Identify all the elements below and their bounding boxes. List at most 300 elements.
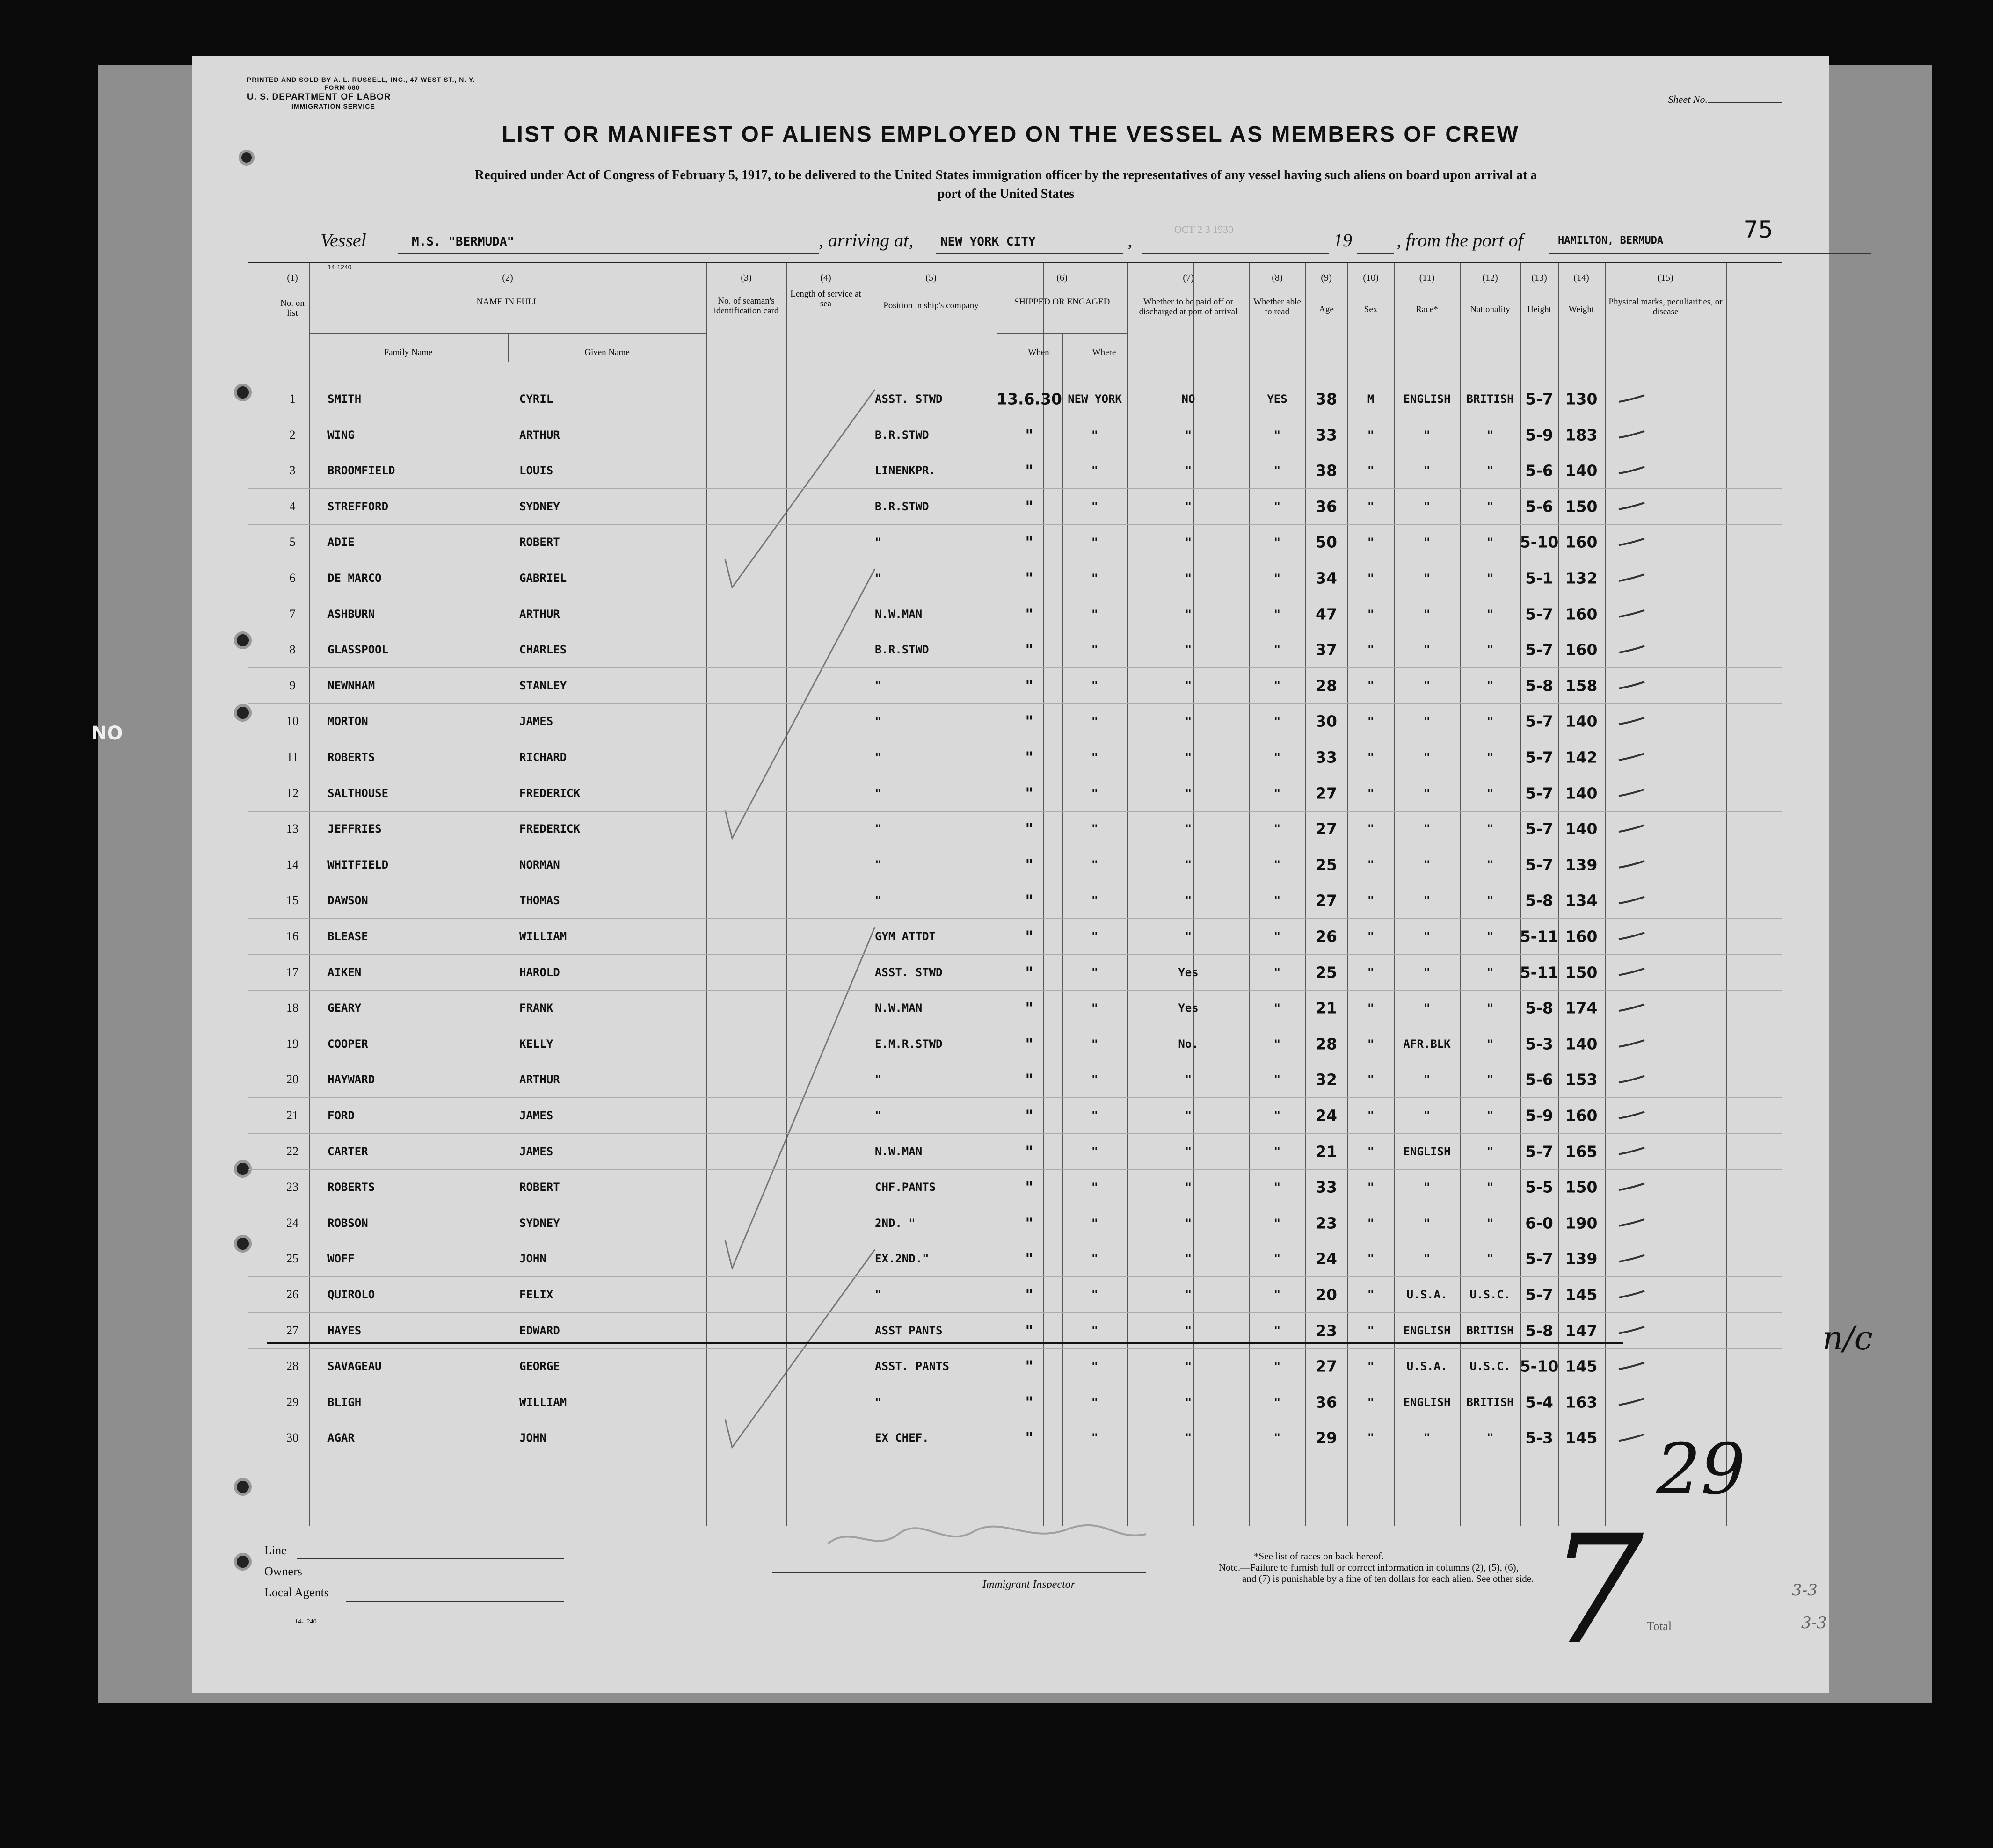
weight: 158 [1565,676,1598,695]
position: EX.2ND." [875,1252,929,1266]
age: 24 [1316,1106,1337,1125]
able-to-read: " [1273,894,1281,907]
race: U.S.A. [1406,1288,1447,1301]
family-name: GEARY [327,1001,362,1015]
able-to-read: " [1273,464,1281,478]
race-header: Race* [1416,304,1438,314]
sex: " [1367,1181,1375,1194]
nationality: " [1486,1181,1494,1194]
shipped-divider [1062,333,1063,1526]
service: IMMIGRATION SERVICE [291,102,375,110]
shipped-when: " [1025,927,1033,946]
weight-check-mark [1619,1219,1644,1226]
family-name-header: Family Name [384,348,433,357]
race: " [1423,1109,1431,1122]
weight: 160 [1565,1106,1598,1125]
nationality: " [1486,822,1494,836]
row-number: 17 [286,965,298,979]
name-divider [508,333,509,362]
shipped-when: 13.6.30 [996,390,1062,408]
age: 33 [1316,1178,1337,1196]
shipped-where: " [1091,464,1098,478]
given-name: FRANK [519,1001,553,1015]
able-to-read: " [1273,572,1281,585]
weight: 174 [1565,999,1598,1017]
able-to-read: " [1273,679,1281,692]
paid-off: " [1185,1288,1192,1301]
weight: 160 [1565,640,1598,659]
weight: 140 [1565,784,1598,803]
height: 5-5 [1525,1178,1553,1196]
paid-off: " [1185,500,1192,513]
shipped-when: " [1025,891,1033,910]
no-on-list-header: No. on list [280,298,305,318]
vessel-label: Vessel [320,230,366,251]
shipped-where: " [1091,1324,1098,1337]
paid-off: " [1185,1360,1192,1373]
height: 5-10 [1520,1357,1559,1376]
given-name: JAMES [519,1109,553,1122]
height: 5-8 [1525,676,1553,695]
paid-off: " [1185,1252,1192,1266]
department: U. S. DEPARTMENT OF LABOR [247,92,391,102]
family-name: WING [327,428,355,442]
handwritten-mark: 7 [1549,1503,1644,1677]
departure-port: HAMILTON, BERMUDA [1558,235,1664,246]
from-label: , from the port of [1397,230,1523,251]
local-agents-label: Local Agents [264,1586,329,1599]
weight-check-mark [1619,538,1644,545]
given-name: CHARLES [519,643,567,657]
age: 50 [1316,533,1337,551]
sex: " [1367,822,1375,836]
table-row [248,1169,1782,1170]
vessel-name: M.S. "BERMUDA" [412,235,515,249]
page-subtitle: Required under Act of Congress of February 5, 1917, to be delivered to the United States immigration officer by the representatives of any vessel having such aliens on board upon arrival at a port of the United States [474,168,1537,201]
column-number: (5) [925,273,937,283]
weight-check-mark [1619,1291,1644,1297]
row-number: 2 [289,428,296,442]
column-number: (2) [502,273,513,283]
given-name: ROBERT [519,536,560,549]
comma: , [1127,230,1132,251]
length-service-header: Length of service at sea [790,289,861,309]
height: 5-7 [1525,1285,1553,1304]
paid-off: " [1185,464,1192,478]
weight: 142 [1565,748,1598,767]
nationality: " [1486,1073,1494,1087]
penalty-note-2: and (7) is punishable by a fine of ten dollars for each alien. See other side. [1242,1573,1534,1584]
row-number: 23 [286,1180,298,1194]
shipped-where: " [1091,1181,1098,1194]
age: 29 [1316,1428,1337,1447]
shipped-when: " [1025,426,1033,444]
shipped-where: " [1091,1001,1098,1015]
age: 25 [1316,855,1337,874]
position: B.R.STWD [875,643,929,657]
row-number: 13 [286,822,298,836]
row-number: 24 [286,1216,298,1230]
column-number: (3) [741,273,752,283]
race: " [1423,464,1431,478]
row-number: 12 [286,786,298,800]
height: 5-3 [1525,1035,1553,1053]
weight: 140 [1565,1035,1598,1053]
age: 21 [1316,999,1337,1017]
page-number: 75 [1743,216,1773,243]
race: U.S.A. [1406,1360,1447,1373]
nationality: " [1486,572,1494,585]
shipped-where: NEW YORK [1068,392,1122,406]
paid-off: " [1185,607,1192,621]
table-row [248,703,1782,704]
height: 5-6 [1525,497,1553,516]
race: " [1423,1001,1431,1015]
able-read-header: Whether able to read [1253,297,1301,317]
sex: " [1367,1145,1375,1158]
able-to-read: " [1273,1181,1281,1194]
able-to-read: " [1273,858,1281,871]
able-to-read: " [1273,786,1281,800]
weight: 145 [1565,1428,1598,1447]
able-to-read: " [1273,751,1281,764]
family-name: JEFFRIES [327,822,382,836]
nationality: " [1486,643,1494,657]
shipped-when: " [1025,748,1033,767]
height: 5-9 [1525,426,1553,444]
nationality: BRITISH [1466,1395,1514,1409]
weight: 145 [1565,1357,1598,1376]
column-number: (14) [1573,273,1589,283]
position: ASST PANTS [875,1324,943,1337]
margin-note: 3-3 [1801,1614,1827,1632]
age: 21 [1316,1142,1337,1161]
weight: 140 [1565,712,1598,731]
form-number: FORM 680 [324,84,360,91]
race: " [1423,679,1431,692]
age: 34 [1316,569,1337,587]
row-number: 6 [289,571,296,585]
row-number: 9 [289,678,296,692]
position: 2ND. " [875,1216,916,1230]
age: 37 [1316,640,1337,659]
height: 5-7 [1525,855,1553,874]
shipped-where: " [1091,1431,1098,1445]
row-number: 7 [289,607,296,621]
sex: " [1367,679,1375,692]
height: 6-0 [1525,1214,1553,1232]
position: ASST. PANTS [875,1360,949,1373]
paid-off: " [1185,643,1192,657]
handwritten-count: 29 [1656,1429,1746,1510]
side-label: NO [91,723,123,744]
race: " [1423,930,1431,943]
paid-off: " [1185,679,1192,692]
position: " [875,822,882,836]
margin-note: 3-3 [1792,1581,1818,1600]
inspector-label: Immigrant Inspector [982,1579,1075,1591]
table-row [248,488,1782,489]
row-number: 3 [289,464,296,478]
column-number: (10) [1363,273,1379,283]
age: 27 [1316,891,1337,910]
position: " [875,786,882,800]
shipped-where: " [1091,930,1098,943]
given-name: FREDERICK [519,786,581,800]
race: " [1423,858,1431,871]
penalty-note-1: Note.—Failure to furnish full or correct information in columns (2), (5), (6), [1219,1562,1519,1573]
row-number: 19 [286,1036,298,1051]
table-row [248,667,1782,668]
weight-check-mark [1619,933,1644,939]
given-name: THOMAS [519,894,560,907]
position: ASST. STWD [875,392,943,406]
shipped-where: " [1091,1109,1098,1122]
weight-check-mark [1619,1183,1644,1190]
column-number: (8) [1272,273,1283,283]
weight-check-mark [1619,1255,1644,1261]
height: 5-7 [1525,1142,1553,1161]
row-number: 14 [286,857,298,871]
weight: 139 [1565,855,1598,874]
weight-check-mark [1619,717,1644,724]
paid-off: " [1185,715,1192,728]
weight: 147 [1565,1321,1598,1340]
shipped-where: " [1091,1288,1098,1301]
sex: " [1367,1360,1375,1373]
row-number: 15 [286,893,298,907]
year-label: 19 [1333,230,1352,251]
race: ENGLISH [1403,1324,1451,1337]
family-name: SALTHOUSE [327,786,389,800]
paid-off: NO [1181,392,1195,406]
paid-off: " [1185,822,1192,836]
weight-check-mark [1619,1004,1644,1011]
age: 32 [1316,1070,1337,1089]
family-name: ROBERTS [327,1181,375,1194]
nationality: " [1486,464,1494,478]
shipped-where: " [1091,572,1098,585]
shipped-when: " [1025,1214,1033,1232]
weight-check-mark [1619,574,1644,581]
height: 5-7 [1525,784,1553,803]
age: 26 [1316,927,1337,946]
weight-check-mark [1619,790,1644,796]
able-to-read: " [1273,1288,1281,1301]
total-label: Total [1647,1619,1672,1633]
weight-check-mark [1619,1362,1644,1369]
able-to-read: " [1273,500,1281,513]
family-name: ADIE [327,536,355,549]
weight: 150 [1565,1178,1598,1196]
position: " [875,1395,882,1409]
weight-check-mark [1619,467,1644,473]
column-number: (9) [1321,273,1332,283]
shipped-when: " [1025,461,1033,480]
race: " [1423,536,1431,549]
given-name: GEORGE [519,1360,560,1373]
given-name: LOUIS [519,464,553,478]
nationality: " [1486,930,1494,943]
shipped-when: " [1025,605,1033,623]
row-number: 21 [286,1109,298,1122]
column-number: (4) [820,273,831,283]
manifest-sheet [192,56,1873,1693]
paid-off: " [1185,751,1192,764]
race: ENGLISH [1403,1395,1451,1409]
race: ENGLISH [1403,392,1451,406]
shipped-when: " [1025,784,1033,803]
sex: " [1367,858,1375,871]
weight-check-mark [1619,1327,1644,1333]
weight: 134 [1565,891,1598,910]
page-title: LIST OR MANIFEST OF ALIENS EMPLOYED ON THE VESSEL AS MEMBERS OF CREW [502,122,1520,147]
given-name: ARTHUR [519,1073,560,1087]
given-name: SYDNEY [519,500,560,513]
paid-off: " [1185,1216,1192,1230]
shipped-where: " [1091,894,1098,907]
shipped-where: " [1091,1216,1098,1230]
shipped-when: " [1025,819,1033,838]
race: " [1423,1073,1431,1087]
table-row [248,1312,1782,1313]
given-name: KELLY [519,1037,553,1051]
shipped-where: " [1091,643,1098,657]
sex: " [1367,643,1375,657]
sheet-number-label: Sheet No. [1668,94,1782,106]
given-name: HAROLD [519,965,560,979]
shipped-when: " [1025,676,1033,695]
able-to-read: " [1273,643,1281,657]
family-name: AGAR [327,1431,355,1445]
able-to-read: " [1273,930,1281,943]
shipped-where: " [1091,822,1098,836]
position: E.M.R.STWD [875,1037,943,1051]
able-to-read: " [1273,1360,1281,1373]
height: 5-11 [1520,927,1559,946]
nationality-header: Nationality [1470,304,1510,314]
age: 23 [1316,1214,1337,1232]
shipped-when: " [1025,999,1033,1017]
weight-check-mark [1619,754,1644,760]
able-to-read: " [1273,1395,1281,1409]
paid-off: " [1185,1324,1192,1337]
able-to-read: " [1273,715,1281,728]
shipped-where: " [1091,500,1098,513]
sex: " [1367,1324,1375,1337]
nationality: " [1486,500,1494,513]
paid-off: Yes [1178,1001,1199,1015]
shipped-when: " [1025,533,1033,551]
given-name: RICHARD [519,751,567,764]
age: 20 [1316,1285,1337,1304]
able-to-read: " [1273,428,1281,442]
family-name: QUIROLO [327,1288,375,1301]
weight: 145 [1565,1285,1598,1304]
sex: " [1367,428,1375,442]
race: " [1423,500,1431,513]
family-name: AIKEN [327,965,362,979]
nationality: U.S.C. [1469,1360,1511,1373]
given-name: CYRIL [519,392,553,406]
race: " [1423,1216,1431,1230]
nationality: " [1486,1037,1494,1051]
sex: " [1367,751,1375,764]
given-name: JAMES [519,715,553,728]
weight-check-mark [1619,1399,1644,1405]
shipped-where: " [1091,965,1098,979]
given-name: NORMAN [519,858,560,871]
able-to-read: " [1273,1252,1281,1266]
table-row [248,811,1782,812]
nationality: " [1486,1431,1494,1445]
paid-off: " [1185,1431,1192,1445]
weight: 190 [1565,1214,1598,1232]
sex: " [1367,1001,1375,1015]
height-header: Height [1527,304,1551,314]
age: 33 [1316,426,1337,444]
paid-off: " [1185,1181,1192,1194]
age: 28 [1316,676,1337,695]
sex: " [1367,572,1375,585]
race: " [1423,965,1431,979]
sex: " [1367,1037,1375,1051]
race: " [1423,1181,1431,1194]
nationality: " [1486,715,1494,728]
weight-check-mark [1619,1076,1644,1082]
row-number: 25 [286,1252,298,1266]
position: " [875,1073,882,1087]
weight: 132 [1565,569,1598,587]
weight-check-mark [1619,610,1644,617]
form-code: 14-1240 [327,263,352,271]
race: " [1423,607,1431,621]
nationality: " [1486,536,1494,549]
paid-off: No. [1178,1037,1199,1051]
position: N.W.MAN [875,607,923,621]
position: ASST. STWD [875,965,943,979]
height: 5-7 [1525,1249,1553,1268]
row-number: 22 [286,1144,298,1158]
able-to-read: " [1273,1216,1281,1230]
shipped-when: " [1025,1321,1033,1340]
sex: " [1367,1109,1375,1122]
family-name: ROBERTS [327,751,375,764]
manifest-table [248,262,1782,1526]
race: " [1423,751,1431,764]
sex: " [1367,1431,1375,1445]
height: 5-8 [1525,1321,1553,1340]
row-number: 10 [286,714,298,728]
sex: " [1367,1216,1375,1230]
sex: " [1367,965,1375,979]
nationality: " [1486,786,1494,800]
id-card-header: No. of seaman's identification card [713,296,779,316]
given-name: JOHN [519,1431,546,1445]
binder-hole [239,150,255,166]
paid-off: " [1185,894,1192,907]
position: GYM ATTDT [875,930,936,943]
race: " [1423,428,1431,442]
table-row [248,524,1782,525]
given-name: WILLIAM [519,930,567,943]
race-note: *See list of races on back hereof. [1254,1551,1384,1562]
nationality: " [1486,428,1494,442]
row-number: 1 [289,392,296,406]
sex: " [1367,607,1375,621]
sex: " [1367,464,1375,478]
paid-off: " [1185,1109,1192,1122]
